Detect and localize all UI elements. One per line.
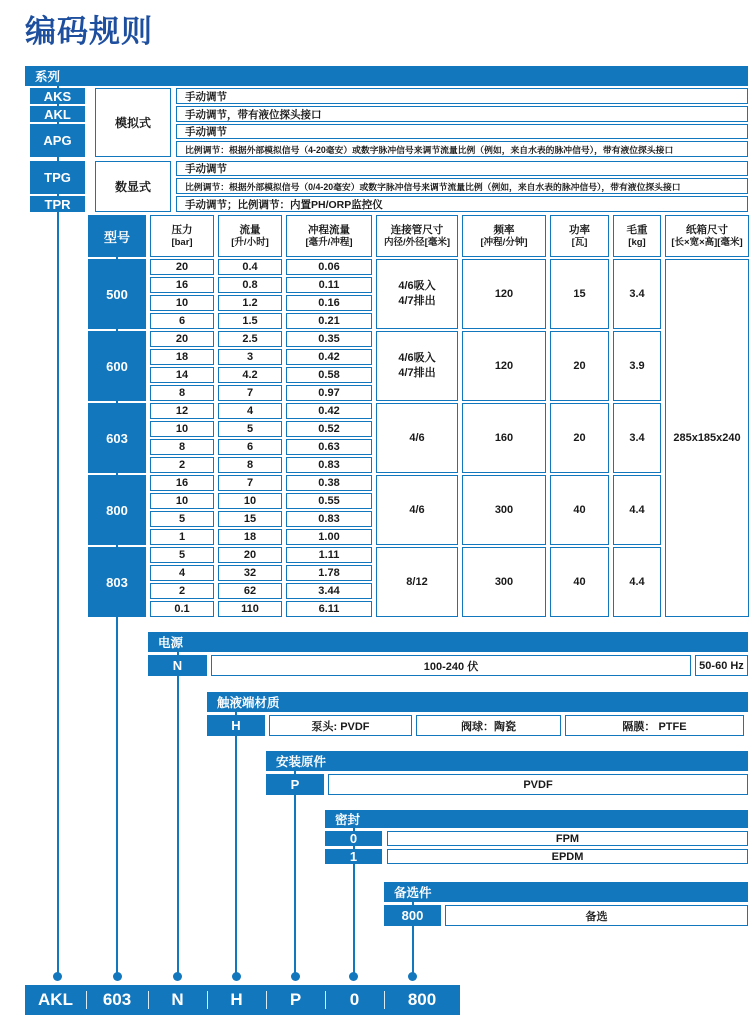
col-header-stroke: 冲程流量 [毫升/冲程]	[286, 215, 372, 257]
freq-cell-600: 120	[462, 331, 546, 401]
power-code: N	[148, 655, 207, 676]
column-body-flow	[218, 259, 282, 617]
stroke-group-803	[286, 547, 372, 617]
pressure-cell-800-1: 10	[150, 493, 214, 509]
material-section	[207, 692, 748, 736]
pressure-cell-800-0: 16	[150, 475, 214, 491]
weight-cell-800: 4.4	[613, 475, 661, 545]
flow-cell-500-1: 0.8	[218, 277, 282, 293]
power-cell-803: 40	[550, 547, 609, 617]
series-type-digital: 数显式	[95, 161, 171, 212]
code-segment-series: AKL	[38, 990, 73, 1009]
pipe-cell-603: 4/6	[376, 403, 458, 473]
connector-dot-material	[232, 972, 241, 981]
connector-dot-install	[291, 972, 300, 981]
flow-cell-800-2: 15	[218, 511, 282, 527]
install-code: P	[266, 774, 324, 795]
series-type-analog: 模拟式	[95, 88, 171, 157]
material-code: H	[207, 715, 265, 736]
seal-section	[325, 810, 748, 864]
options-header: 备选件	[384, 882, 748, 902]
stroke-cell-803-2: 3.44	[286, 583, 372, 599]
series-desc-tpg-2: 比例调节：根据外部模拟信号（0/4-20毫安）或数字脉冲信号来调节流量比例（例如，来自水表的脉冲信号），带有液位探头接口	[176, 178, 748, 194]
column-freq	[462, 215, 546, 617]
code-segment-install: P	[266, 985, 325, 1015]
pressure-cell-803-2: 2	[150, 583, 214, 599]
freq-cell-603: 160	[462, 403, 546, 473]
model-label-603: 603	[88, 403, 146, 473]
pressure-cell-800-2: 5	[150, 511, 214, 527]
stroke-cell-600-1: 0.42	[286, 349, 372, 365]
series-header: 系列	[25, 66, 748, 86]
stroke-cell-500-0: 0.06	[286, 259, 372, 275]
column-carton	[665, 215, 749, 617]
freq-cell-800: 300	[462, 475, 546, 545]
pressure-cell-603-2: 8	[150, 439, 214, 455]
col-header-pressure: 压力 [bar]	[150, 215, 214, 257]
connector-line-material	[235, 710, 237, 977]
flow-cell-803-1: 32	[218, 565, 282, 581]
flow-cell-600-3: 7	[218, 385, 282, 401]
code-segment-options: 800	[384, 985, 460, 1015]
stroke-group-500	[286, 259, 372, 329]
connector-line-power	[177, 650, 179, 977]
stroke-cell-500-3: 0.21	[286, 313, 372, 329]
seal-value-fpm: FPM	[387, 831, 748, 846]
freq-cell-803: 300	[462, 547, 546, 617]
pipe-cell-803: 8/12	[376, 547, 458, 617]
col-header-power: 功率 [瓦]	[550, 215, 609, 257]
connector-line-series	[57, 85, 59, 977]
stroke-cell-600-3: 0.97	[286, 385, 372, 401]
pressure-group-803	[150, 547, 214, 617]
series-desc-aks: 手动调节	[176, 88, 748, 104]
flow-group-800	[218, 475, 282, 545]
flow-cell-803-2: 62	[218, 583, 282, 599]
power-header: 电源	[148, 632, 748, 652]
options-value: 备选	[445, 905, 748, 926]
flow-cell-603-3: 8	[218, 457, 282, 473]
column-weight	[613, 215, 661, 617]
column-stroke	[286, 215, 372, 617]
col-header-carton: 纸箱尺寸 [长×宽×高][毫米]	[665, 215, 749, 257]
series-desc-apg-1: 手动调节	[176, 124, 748, 139]
series-desc-tpr: 手动调节；比例调节：内置PH/ORP监控仪	[176, 196, 748, 212]
pressure-group-603	[150, 403, 214, 473]
pipe-cell-500: 4/6吸入 4/7排出	[376, 259, 458, 329]
series-desc-akl: 手动调节，带有液位探头接口	[176, 106, 748, 122]
column-body-weight	[613, 259, 661, 617]
pressure-group-500	[150, 259, 214, 329]
stroke-cell-803-0: 1.11	[286, 547, 372, 563]
material-pump-head: 泵头: PVDF	[269, 715, 412, 736]
col-header-pipe: 连接管尺寸 内径/外径[毫米]	[376, 215, 458, 257]
stroke-cell-803-3: 6.11	[286, 601, 372, 617]
weight-cell-500: 3.4	[613, 259, 661, 329]
stroke-cell-800-2: 0.83	[286, 511, 372, 527]
stroke-cell-600-0: 0.35	[286, 331, 372, 347]
stroke-cell-800-3: 1.00	[286, 529, 372, 545]
flow-cell-603-2: 6	[218, 439, 282, 455]
stroke-cell-603-1: 0.52	[286, 421, 372, 437]
column-body-power	[550, 259, 609, 617]
column-body-pipe	[376, 259, 458, 617]
pressure-cell-603-1: 10	[150, 421, 214, 437]
example-code-bar	[25, 985, 460, 1015]
connector-dot-model	[113, 972, 122, 981]
series-desc-apg-2: 比例调节：根据外部模拟信号（4-20毫安）或数字脉冲信号来调节流量比例（例如，来自水表的脉冲信号），带有液位探头接口	[176, 141, 748, 157]
seal-code-0: 0	[325, 831, 382, 846]
weight-cell-803: 4.4	[613, 547, 661, 617]
power-cell-500: 15	[550, 259, 609, 329]
options-code: 800	[384, 905, 441, 926]
pressure-cell-500-1: 16	[150, 277, 214, 293]
connector-dot-series	[53, 972, 62, 981]
series-code-akl: AKL	[30, 106, 85, 122]
power-cell-603: 20	[550, 403, 609, 473]
model-spec-table	[88, 215, 748, 617]
pipe-cell-600: 4/6吸入 4/7排出	[376, 331, 458, 401]
flow-cell-603-0: 4	[218, 403, 282, 419]
power-section	[148, 632, 748, 676]
connector-dot-options	[408, 972, 417, 981]
weight-cell-603: 3.4	[613, 403, 661, 473]
flow-group-600	[218, 331, 282, 401]
stroke-cell-603-2: 0.63	[286, 439, 372, 455]
power-frequency: 50-60 Hz	[695, 655, 748, 676]
column-body-stroke	[286, 259, 372, 617]
flow-cell-800-3: 18	[218, 529, 282, 545]
pipe-cell-800: 4/6	[376, 475, 458, 545]
stroke-cell-500-2: 0.16	[286, 295, 372, 311]
stroke-cell-800-0: 0.38	[286, 475, 372, 491]
col-header-weight: 毛重 [kg]	[613, 215, 661, 257]
model-label-803: 803	[88, 547, 146, 617]
column-body-model	[88, 259, 146, 617]
series-code-tpg: TPG	[30, 161, 85, 194]
stroke-cell-800-1: 0.55	[286, 493, 372, 509]
flow-cell-803-0: 20	[218, 547, 282, 563]
column-body-freq	[462, 259, 546, 617]
flow-cell-600-0: 2.5	[218, 331, 282, 347]
flow-cell-800-0: 7	[218, 475, 282, 491]
pressure-cell-803-3: 0.1	[150, 601, 214, 617]
column-body-pressure	[150, 259, 214, 617]
flow-group-500	[218, 259, 282, 329]
stroke-group-800	[286, 475, 372, 545]
column-pressure	[150, 215, 214, 617]
col-header-freq: 频率 [冲程/分钟]	[462, 215, 546, 257]
column-power	[550, 215, 609, 617]
pressure-cell-803-0: 5	[150, 547, 214, 563]
pressure-cell-800-3: 1	[150, 529, 214, 545]
flow-cell-603-1: 5	[218, 421, 282, 437]
stroke-group-603	[286, 403, 372, 473]
pressure-cell-603-0: 12	[150, 403, 214, 419]
flow-cell-500-2: 1.2	[218, 295, 282, 311]
carton-size-cell: 285x185x240	[665, 259, 749, 617]
flow-group-803	[218, 547, 282, 617]
power-cell-800: 40	[550, 475, 609, 545]
weight-cell-600: 3.9	[613, 331, 661, 401]
series-code-aks: AKS	[30, 88, 85, 104]
model-label-800: 800	[88, 475, 146, 545]
code-segment-power: N	[148, 985, 207, 1015]
freq-cell-500: 120	[462, 259, 546, 329]
pressure-cell-600-0: 20	[150, 331, 214, 347]
stroke-cell-600-2: 0.58	[286, 367, 372, 383]
seal-header: 密封	[325, 810, 748, 828]
page-title: 编码规则	[25, 14, 153, 49]
pressure-cell-500-2: 10	[150, 295, 214, 311]
col-header-flow: 流量 [升/小时]	[218, 215, 282, 257]
stroke-cell-603-3: 0.83	[286, 457, 372, 473]
flow-cell-600-2: 4.2	[218, 367, 282, 383]
material-header: 触液端材质	[207, 692, 748, 712]
stroke-cell-603-0: 0.42	[286, 403, 372, 419]
seal-value-epdm: EPDM	[387, 849, 748, 864]
series-section	[25, 66, 748, 212]
connector-dot-power	[173, 972, 182, 981]
material-diaphragm: 隔膜： PTFE	[565, 715, 744, 736]
power-voltage: 100-240 伏	[211, 655, 691, 676]
flow-cell-803-3: 110	[218, 601, 282, 617]
pressure-group-800	[150, 475, 214, 545]
pressure-cell-803-1: 4	[150, 565, 214, 581]
model-label-600: 600	[88, 331, 146, 401]
series-code-tpr: TPR	[30, 196, 85, 212]
pressure-cell-603-3: 2	[150, 457, 214, 473]
connector-dot-seal	[349, 972, 358, 981]
column-model	[88, 215, 146, 617]
column-body-carton	[665, 259, 749, 617]
pressure-cell-500-0: 20	[150, 259, 214, 275]
install-section	[266, 751, 748, 795]
pressure-cell-500-3: 6	[150, 313, 214, 329]
series-code-apg: APG	[30, 124, 85, 157]
pressure-cell-600-3: 8	[150, 385, 214, 401]
flow-cell-500-3: 1.5	[218, 313, 282, 329]
code-segment-seal: 0	[325, 985, 384, 1015]
code-segment-material: H	[207, 985, 266, 1015]
install-value: PVDF	[328, 774, 748, 795]
power-cell-600: 20	[550, 331, 609, 401]
flow-cell-600-1: 3	[218, 349, 282, 365]
series-desc-tpg-1: 手动调节	[176, 161, 748, 176]
model-label-500: 500	[88, 259, 146, 329]
stroke-cell-500-1: 0.11	[286, 277, 372, 293]
flow-cell-800-1: 10	[218, 493, 282, 509]
pressure-group-600	[150, 331, 214, 401]
col-header-model: 型号	[88, 215, 146, 257]
pressure-cell-600-1: 18	[150, 349, 214, 365]
stroke-cell-803-1: 1.78	[286, 565, 372, 581]
stroke-group-600	[286, 331, 372, 401]
install-header: 安装原件	[266, 751, 748, 771]
column-flow	[218, 215, 282, 617]
pressure-cell-600-2: 14	[150, 367, 214, 383]
flow-cell-500-0: 0.4	[218, 259, 282, 275]
material-valve-ball: 阀球：陶瓷	[416, 715, 561, 736]
seal-code-1: 1	[325, 849, 382, 864]
flow-group-603	[218, 403, 282, 473]
options-section	[384, 882, 748, 926]
connector-line-install	[294, 769, 296, 977]
code-segment-model: 603	[86, 985, 148, 1015]
column-pipe	[376, 215, 458, 617]
